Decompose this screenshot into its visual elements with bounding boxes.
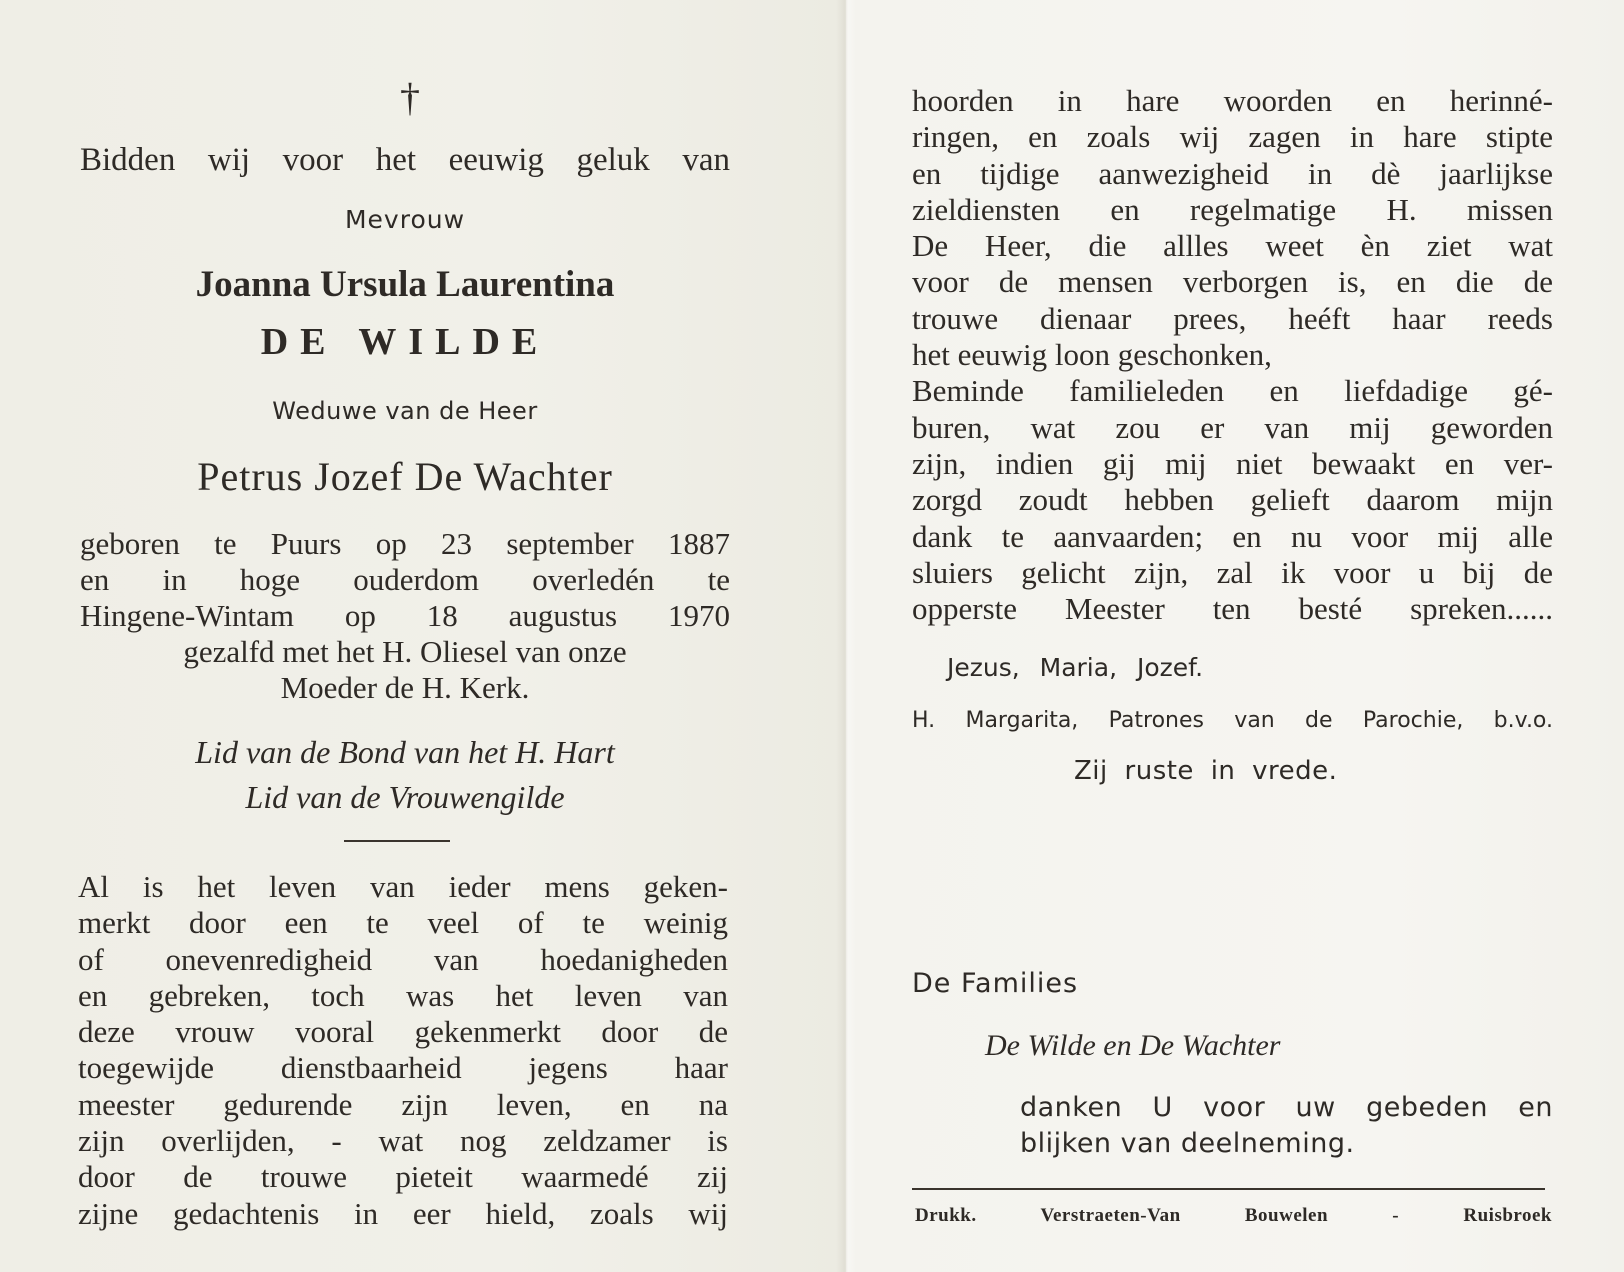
text-line: merkt door een te veel of te weinig xyxy=(78,905,728,941)
bio-line: geboren te Puurs op 23 september 1887 xyxy=(80,526,730,561)
families-names: De Wilde en De Wachter xyxy=(985,1029,1281,1062)
text-line: voor de mensen verborgen is, en die de xyxy=(912,264,1553,300)
thanks-line: blijken van deelneming. xyxy=(1020,1128,1355,1159)
text-line: De Heer, die allles weet èn ziet wat xyxy=(912,228,1553,264)
husband-name: Petrus Jozef De Wachter xyxy=(197,454,613,499)
text-line: dank te aanvaarden; en nu voor mij alle xyxy=(912,518,1553,554)
bio-line: en in hoge ouderdom overledén te xyxy=(80,562,730,597)
text-line: en tijdige aanwezigheid in dè jaarlijkse xyxy=(912,155,1553,191)
bio-line: Hingene-Wintam op 18 augustus 1970 xyxy=(80,598,730,633)
bio-line: gezalfd met het H. Oliesel van onze xyxy=(183,634,627,669)
text-line: of onevenredigheid van hoedanigheden xyxy=(78,941,728,977)
printer-credit: Drukk. Verstraeten-Van Bouwelen - Ruisbroek xyxy=(915,1205,1552,1226)
text-line: Al is het leven van ieder mens geken- xyxy=(78,869,728,904)
divider xyxy=(344,840,450,842)
text-line: deze vrouw vooral gekenmerkt door de xyxy=(78,1014,728,1050)
invocation: Jezus, Maria, Jozef. xyxy=(947,653,1204,682)
cross-icon: † xyxy=(400,75,420,120)
thanks-line: danken U voor uw gebeden en xyxy=(1020,1092,1553,1123)
title-prefix: Mevrouw xyxy=(344,205,466,234)
membership-line: Lid van de Vrouwengilde xyxy=(245,779,565,815)
rest-in-peace: Zij ruste in vrede. xyxy=(1074,756,1338,786)
widow-of-label: Weduwe van de Heer xyxy=(272,397,538,425)
text-line: meester gedurende zijn leven, en na xyxy=(78,1086,728,1122)
text-line: zijne gedachtenis in eer hield, zoals wij xyxy=(78,1195,728,1231)
deceased-surname: DE WILDE xyxy=(260,321,550,363)
text-line: Beminde familieleden en liefdadige gé- xyxy=(912,373,1553,409)
text-line: door de trouwe pieteit waarmedé zij xyxy=(78,1159,728,1195)
memberships xyxy=(80,730,730,820)
eulogy-text-left xyxy=(78,869,728,1232)
text-line: sluiers gelicht zijn, zal ik voor u bij de xyxy=(912,554,1553,590)
eulogy-text-right xyxy=(912,83,1553,627)
footer-divider xyxy=(912,1188,1545,1190)
text-line: het eeuwig loon geschonken, xyxy=(912,337,1272,373)
membership-line: Lid van de Bond van het H. Hart xyxy=(195,734,615,770)
deceased-full-name: Joanna Ursula Laurentina xyxy=(195,264,615,305)
text-line: ringen, en zoals wij zagen in hare stipte xyxy=(912,119,1553,155)
text-line: zieldiensten en regelmatige H. missen xyxy=(912,191,1553,227)
text-line: hoorden in hare woorden en herinné- xyxy=(912,83,1553,118)
text-line: en gebreken, toch was het leven van xyxy=(78,977,728,1013)
text-line: zorgd zoudt hebben gelieft daarom mijn xyxy=(912,482,1553,518)
text-line: toegewijde dienstbaarheid jegens haar xyxy=(78,1050,728,1086)
text-line: zijn, indien gij mij niet bewaakt en ver- xyxy=(912,445,1553,481)
patroness-line: H. Margarita, Patrones van de Parochie, b.v.o. xyxy=(912,708,1553,733)
card-fold xyxy=(836,0,856,1272)
text-line: opperste Meester ten besté spreken...... xyxy=(912,591,1553,627)
right-page xyxy=(846,0,1624,1272)
biography xyxy=(80,526,730,706)
bio-line: Moeder de H. Kerk. xyxy=(280,670,530,705)
text-line: zijn overlijden, - wat nog zeldzamer is xyxy=(78,1123,728,1159)
text-line: trouwe dienaar prees, heéft haar reeds xyxy=(912,300,1553,336)
thanks-text xyxy=(1020,1090,1553,1162)
intro-text: Bidden wij voor het eeuwig geluk van xyxy=(80,142,730,178)
text-line: buren, wat zou er van mij geworden xyxy=(912,409,1553,445)
families-label: De Families xyxy=(912,968,1079,999)
